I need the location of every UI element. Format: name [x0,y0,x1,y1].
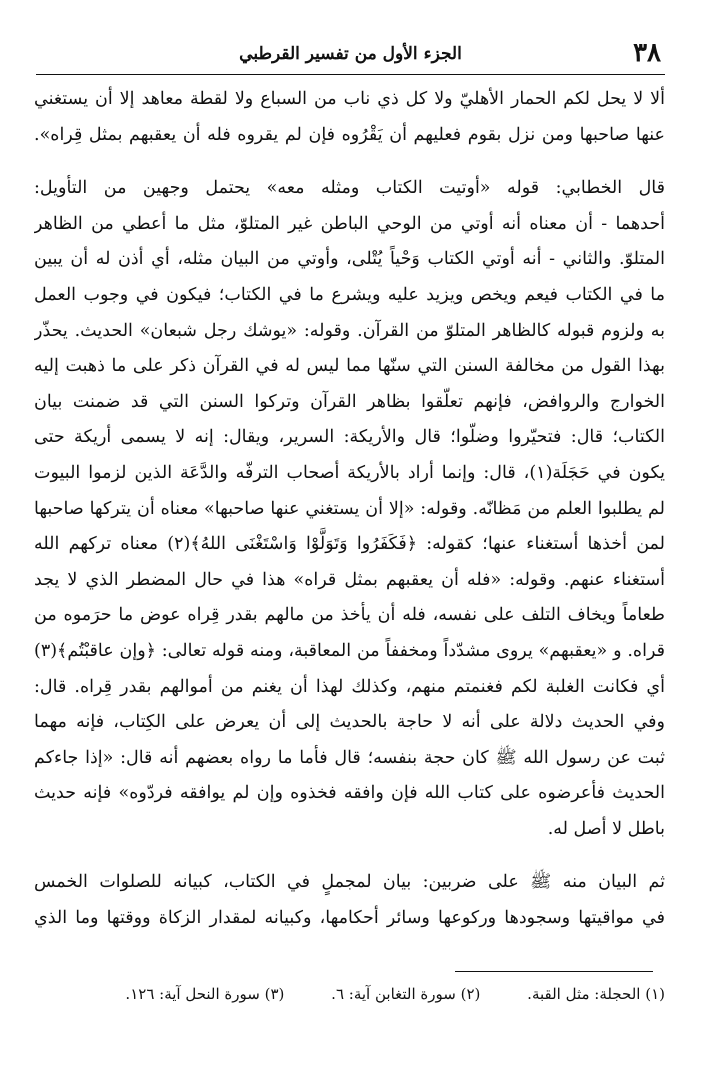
text-line: ثم البيان منه ﷺ على ضربين: بيان لمجملٍ في الكتاب، كبيانه للصلوات الخمس [34,872,665,893]
footnote-item: (١) الحجلة: مثل القبة. [527,985,665,1003]
text-line: ثبت عن رسول الله ﷺ كان حجة بنفسه؛ قال فأما ما رواه بعضهم أنه قال: «إذا جاءكم [34,747,665,768]
text-line: يكون في حَجَلَة(١)، قال: وإنما أراد بالأريكة أصحاب الترفّه والدَّعَة الذين لزموا البيوت [34,462,665,483]
running-title: الجزء الأول من تفسير القرطبي [239,44,462,64]
text-line: أستغناء عنهم. وقوله: «فله أن يعقبهم بمثل قراه» هذا في حال المضطر الذي لا يجد [34,569,665,590]
text-line: وفي الحديث دلالة على أنه لا حاجة بالحديث إلى أن يعرض على الكِتاب، فإنه مهما [34,712,665,733]
text-line: قراه. و «يعقبهم» يروى مشدّداً ومخففاً من المعاقبة، ومنه قوله تعالى: ﴿وإن عاقبْتُم﴾(٣) [34,640,665,661]
footnote-item: (٢) سورة التغابن آية: ٦. [331,985,481,1003]
text-line: المتلوّ. والثاني - أنه أوتي الكتاب وَحْياً يُتْلى، وأوتي من البيان مثله، أي أذن له أن يبين [34,249,665,270]
footnote-divider [455,971,653,972]
footnote-item: (٣) سورة النحل آية: ١٢٦. [125,985,285,1003]
text-line: الحديث فأعرضوه على كتاب الله فإن وافقه فخذوه وإن لم يوافقه فردّوه» فإنه حديث [34,783,665,804]
page-header [36,30,665,75]
text-line: لم يطلبوا العلم من مَظانّه. وقوله: «إلا أن يستغني عنها صاحبها» معناه أن يتركها صاحبها [34,498,665,519]
text-line: به ولزوم قبوله كالظاهر المتلوّ من القرآن. وقوله: «يوشك رجل شبعان» الحديث. يحذّر [34,320,665,341]
text-line: طعاماً ويخاف التلف على نفسه، فله أن يأخذ من مالهم بقدر قِراه عوض ما حرَموه من [34,605,665,626]
paragraph [34,82,665,153]
text-line: ألا لا يحل لكم الحمار الأهليّ ولا كل ذي ناب من السباع ولا لقطة معاهد إلا أن يستغني [34,89,665,109]
body-text [34,82,665,937]
text-line: لمن أخذها أستغناء عنها؛ كقوله: ﴿فَكَفَرُوا وَتَوَلَّوْا وَاسْتَغْنَى اللهُ﴾(٢) معناه تركهم الله [34,534,665,555]
paragraph [34,865,665,936]
paragraph-gap [34,847,665,865]
paragraph-gap [34,153,665,171]
page-number: ٣٨ [633,38,661,68]
footnotes [70,985,665,1003]
text-line: عنها صاحبها ومن نزل بقوم فعليهم أن يَقْرُوه فإن لم يقروه فله أن يعقبهم بمثل قِراه». [34,124,665,145]
text-line: الخوارج والروافض، فإنهم تعلّقوا بظاهر القرآن وتركوا السنن التي قد ضمنت بيان [34,391,665,412]
text-line: باطل لا أصل له. [547,818,665,839]
paragraph [34,171,665,847]
text-line: أحدهما - أن معناه أنه أوتي من الوحي الباطن غير المتلوّ، مثل ما أعطي من الظاهر [34,213,665,234]
text-line: قال الخطابي: قوله «أوتيت الكتاب ومثله معه» يحتمل وجهين من التأويل: [34,178,665,199]
text-line: بهذا القول من مخالفة السنن التي سنّها مما ليس له في القرآن ذكر على ما ذهبت إليه [34,356,665,377]
text-line: في مواقيتها وسجودها وركوعها وسائر أحكامها، وكبيانه لمقدار الزكاة ووقتها وما الذي [34,908,665,929]
text-line: أي فكانت الغلبة لكم فغنمتم منهم، وكذلك لهذا أن يغنم من أموالهم بقدر قِراه. قال: [34,676,665,697]
text-line: الكتاب؛ قال: فتحيّروا وضلّوا؛ قال والأريكة: السرير، ويقال: إنه لا يسمى أريكة حتى [34,427,665,448]
text-line: ما في الكتاب فيعم ويخص ويزيد عليه ويشرع ما في الكتاب؛ فيكون في وجوب العمل [34,284,665,305]
